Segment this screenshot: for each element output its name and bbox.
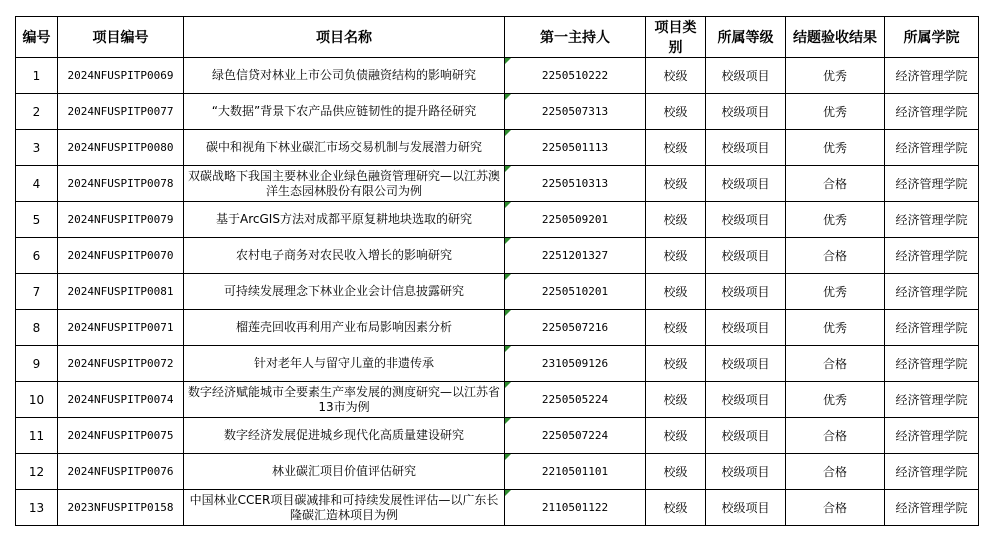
table-row (16, 274, 979, 310)
cell-index: 10 (16, 382, 58, 418)
cell-project-name: 中国林业CCER项目碳减排和可持续发展性评估—以广东长隆碳汇造林项目为例 (184, 490, 505, 526)
cell-lead-host: 2250507313 (505, 94, 646, 130)
cell-index: 9 (16, 346, 58, 382)
cell-category: 校级 (646, 418, 706, 454)
cell-level: 校级项目 (706, 346, 786, 382)
cell-project-name: 针对老年人与留守儿童的非遗传承 (184, 346, 505, 382)
cell-index: 13 (16, 490, 58, 526)
cell-index: 8 (16, 310, 58, 346)
cell-college: 经济管理学院 (885, 382, 979, 418)
header-category: 项目类别 (646, 17, 706, 58)
cell-result: 合格 (786, 454, 885, 490)
cell-level: 校级项目 (706, 130, 786, 166)
cell-category: 校级 (646, 94, 706, 130)
table-row (16, 58, 979, 94)
table-row (16, 202, 979, 238)
cell-category: 校级 (646, 454, 706, 490)
cell-project-name: “大数据”背景下农产品供应链韧性的提升路径研究 (184, 94, 505, 130)
cell-level: 校级项目 (706, 94, 786, 130)
cell-result: 优秀 (786, 274, 885, 310)
cell-index: 5 (16, 202, 58, 238)
header-row (16, 17, 979, 58)
table-row (16, 166, 979, 202)
cell-project-code: 2024NFUSPITP0076 (58, 454, 184, 490)
cell-project-name: 双碳战略下我国主要林业企业绿色融资管理研究—以江苏澳洋生态园林股份有限公司为例 (184, 166, 505, 202)
cell-project-name: 碳中和视角下林业碳汇市场交易机制与发展潜力研究 (184, 130, 505, 166)
cell-college: 经济管理学院 (885, 94, 979, 130)
cell-college: 经济管理学院 (885, 454, 979, 490)
cell-project-code: 2024NFUSPITP0074 (58, 382, 184, 418)
cell-project-name: 数字经济发展促进城乡现代化高质量建设研究 (184, 418, 505, 454)
cell-result: 合格 (786, 418, 885, 454)
table-row (16, 130, 979, 166)
cell-college: 经济管理学院 (885, 490, 979, 526)
cell-project-code: 2024NFUSPITP0075 (58, 418, 184, 454)
cell-lead-host: 2110501122 (505, 490, 646, 526)
cell-college: 经济管理学院 (885, 202, 979, 238)
header-index: 编号 (16, 17, 58, 58)
cell-index: 3 (16, 130, 58, 166)
cell-result: 合格 (786, 238, 885, 274)
header-level: 所属等级 (706, 17, 786, 58)
header-lead-host: 第一主持人 (505, 17, 646, 58)
cell-level: 校级项目 (706, 418, 786, 454)
cell-result: 优秀 (786, 58, 885, 94)
cell-college: 经济管理学院 (885, 346, 979, 382)
cell-project-name: 可持续发展理念下林业企业会计信息披露研究 (184, 274, 505, 310)
cell-lead-host: 2310509126 (505, 346, 646, 382)
cell-result: 优秀 (786, 94, 885, 130)
cell-lead-host: 2250510313 (505, 166, 646, 202)
cell-index: 2 (16, 94, 58, 130)
cell-project-name: 榴莲壳回收再利用产业布局影响因素分析 (184, 310, 505, 346)
cell-project-code: 2024NFUSPITP0072 (58, 346, 184, 382)
cell-result: 合格 (786, 490, 885, 526)
cell-lead-host: 2250501113 (505, 130, 646, 166)
cell-category: 校级 (646, 274, 706, 310)
cell-result: 优秀 (786, 130, 885, 166)
table-row (16, 238, 979, 274)
cell-project-name: 绿色信贷对林业上市公司负债融资结构的影响研究 (184, 58, 505, 94)
cell-project-code: 2024NFUSPITP0081 (58, 274, 184, 310)
cell-index: 1 (16, 58, 58, 94)
cell-lead-host: 2210501101 (505, 454, 646, 490)
table-row (16, 310, 979, 346)
cell-college: 经济管理学院 (885, 238, 979, 274)
cell-level: 校级项目 (706, 202, 786, 238)
cell-lead-host: 2250510201 (505, 274, 646, 310)
project-table (15, 16, 979, 526)
cell-lead-host: 2250505224 (505, 382, 646, 418)
cell-college: 经济管理学院 (885, 274, 979, 310)
cell-index: 7 (16, 274, 58, 310)
cell-result: 合格 (786, 166, 885, 202)
cell-result: 优秀 (786, 382, 885, 418)
cell-project-name: 基于ArcGIS方法对成都平原复耕地块选取的研究 (184, 202, 505, 238)
cell-level: 校级项目 (706, 382, 786, 418)
cell-category: 校级 (646, 58, 706, 94)
cell-category: 校级 (646, 346, 706, 382)
cell-lead-host: 2251201327 (505, 238, 646, 274)
cell-lead-host: 2250510222 (505, 58, 646, 94)
cell-college: 经济管理学院 (885, 310, 979, 346)
cell-level: 校级项目 (706, 166, 786, 202)
table-row (16, 346, 979, 382)
cell-college: 经济管理学院 (885, 130, 979, 166)
cell-category: 校级 (646, 310, 706, 346)
cell-project-code: 2024NFUSPITP0077 (58, 94, 184, 130)
cell-index: 11 (16, 418, 58, 454)
cell-project-name: 农村电子商务对农民收入增长的影响研究 (184, 238, 505, 274)
cell-project-code: 2024NFUSPITP0080 (58, 130, 184, 166)
cell-project-code: 2024NFUSPITP0070 (58, 238, 184, 274)
cell-level: 校级项目 (706, 58, 786, 94)
cell-college: 经济管理学院 (885, 166, 979, 202)
cell-result: 合格 (786, 346, 885, 382)
cell-index: 12 (16, 454, 58, 490)
table-row (16, 94, 979, 130)
header-college: 所属学院 (885, 17, 979, 58)
cell-project-code: 2024NFUSPITP0071 (58, 310, 184, 346)
table-row (16, 418, 979, 454)
cell-project-code: 2024NFUSPITP0078 (58, 166, 184, 202)
cell-level: 校级项目 (706, 274, 786, 310)
cell-category: 校级 (646, 166, 706, 202)
cell-level: 校级项目 (706, 238, 786, 274)
cell-project-code: 2024NFUSPITP0079 (58, 202, 184, 238)
cell-lead-host: 2250507216 (505, 310, 646, 346)
cell-project-name: 数字经济赋能城市全要素生产率发展的测度研究—以江苏省13市为例 (184, 382, 505, 418)
cell-lead-host: 2250507224 (505, 418, 646, 454)
cell-index: 6 (16, 238, 58, 274)
table-row (16, 454, 979, 490)
cell-lead-host: 2250509201 (505, 202, 646, 238)
cell-college: 经济管理学院 (885, 58, 979, 94)
header-result: 结题验收结果 (786, 17, 885, 58)
table-row (16, 382, 979, 418)
cell-project-code: 2023NFUSPITP0158 (58, 490, 184, 526)
cell-category: 校级 (646, 238, 706, 274)
header-project-code: 项目编号 (58, 17, 184, 58)
cell-category: 校级 (646, 130, 706, 166)
cell-result: 优秀 (786, 202, 885, 238)
cell-project-name: 林业碳汇项目价值评估研究 (184, 454, 505, 490)
header-project-name: 项目名称 (184, 17, 505, 58)
cell-index: 4 (16, 166, 58, 202)
cell-project-code: 2024NFUSPITP0069 (58, 58, 184, 94)
cell-level: 校级项目 (706, 454, 786, 490)
cell-category: 校级 (646, 490, 706, 526)
cell-level: 校级项目 (706, 310, 786, 346)
cell-level: 校级项目 (706, 490, 786, 526)
table-row (16, 490, 979, 526)
cell-college: 经济管理学院 (885, 418, 979, 454)
cell-category: 校级 (646, 382, 706, 418)
cell-result: 优秀 (786, 310, 885, 346)
cell-category: 校级 (646, 202, 706, 238)
